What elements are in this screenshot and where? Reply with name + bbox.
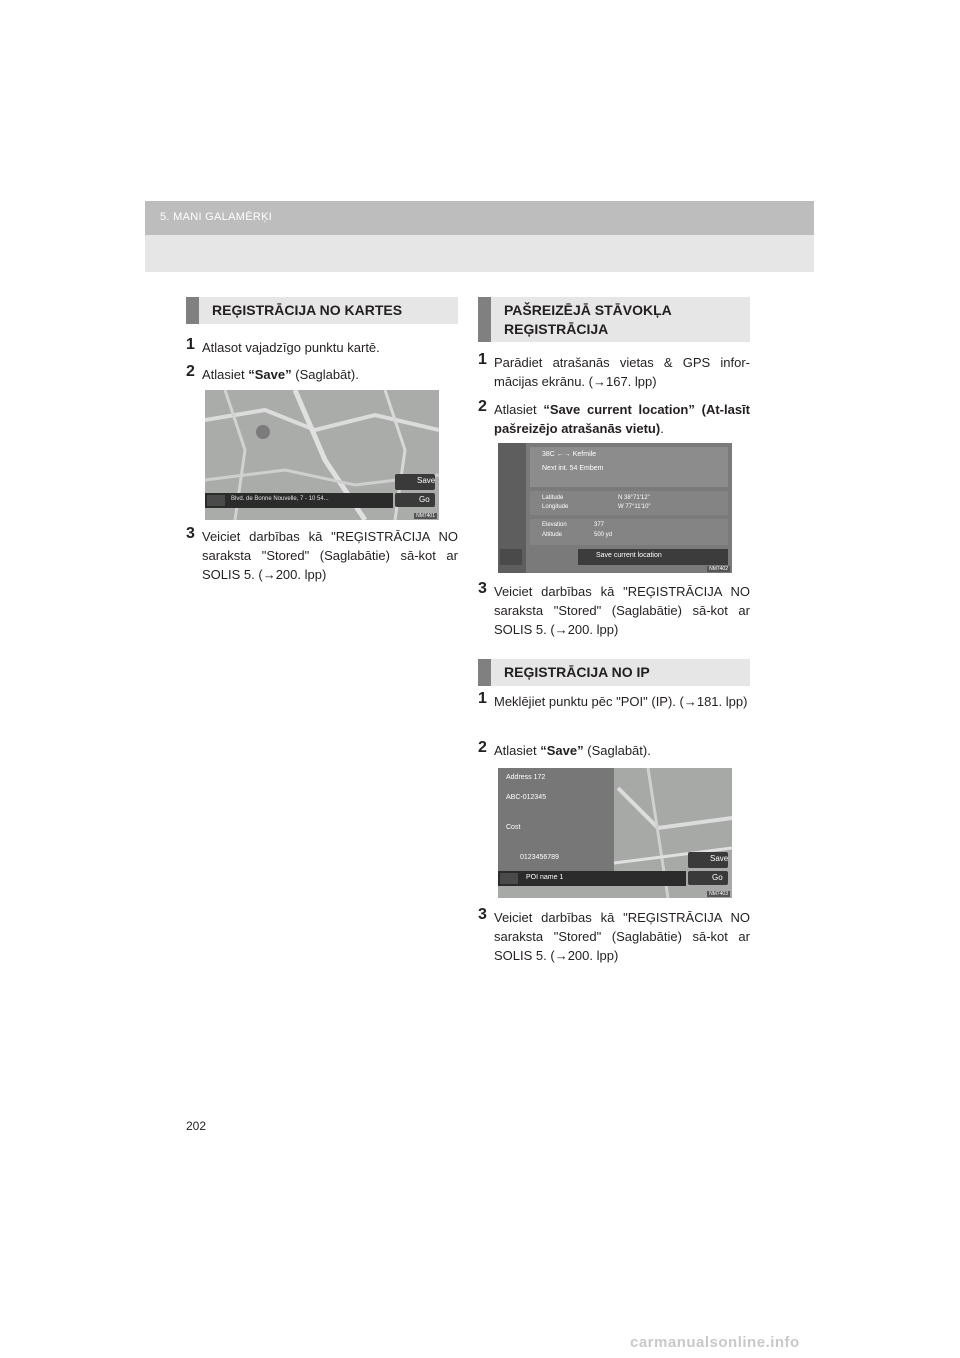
- step-text: Atlasiet “Save” (Saglabāt).: [494, 743, 651, 758]
- section-title-box: [186, 297, 458, 324]
- section-title-box: [478, 297, 750, 342]
- poi-phone: 0123456789: [520, 854, 559, 861]
- poi-city: Cost: [506, 824, 521, 831]
- altitude-value: 500 yd: [594, 532, 613, 538]
- altitude-label: Altitude: [542, 532, 563, 538]
- step-number: 2: [186, 363, 195, 380]
- step-3: [186, 527, 458, 584]
- save-button: Save: [710, 854, 729, 863]
- road-name: 38C ←→ Kefmile: [542, 451, 597, 458]
- section-title: REĢISTRĀCIJA NO IP: [504, 664, 650, 680]
- go-button: Go: [419, 495, 430, 504]
- header-band-lower: [145, 235, 814, 272]
- save-button: Save: [417, 476, 436, 485]
- poi-address: Address 172: [506, 774, 546, 781]
- step-number: 1: [186, 336, 195, 353]
- step-text: Parādiet atrašanās vietas & GPS infor-mācijas ekrānu. (→167. lpp): [494, 355, 750, 389]
- poi-name: POI name 1: [526, 874, 564, 881]
- step-2: [478, 400, 750, 438]
- step-text: Atlasiet “Save” (Saglabāt).: [202, 367, 359, 382]
- step-3: [478, 908, 750, 965]
- step-text: Veiciet darbības kā "REĢISTRĀCIJA NO saraksta "Stored" (Saglabātie) sā-kot ar SOLIS 5. (→200. lpp): [494, 584, 750, 637]
- gps-screenshot: [498, 443, 732, 573]
- image-id: NM7401: [416, 513, 435, 519]
- step-text: Atlasot vajadzīgo punktu kartē.: [202, 340, 380, 355]
- step-1: [478, 692, 750, 711]
- longitude-label: Longitude: [542, 504, 569, 510]
- step-text: Veiciet darbības kā "REĢISTRĀCIJA NO saraksta "Stored" (Saglabātie) sā-kot ar SOLIS 5. (→200. lpp): [494, 910, 750, 963]
- watermark: carmanualsonline.info: [630, 1334, 800, 1351]
- elevation-value: 377: [594, 522, 605, 528]
- step-number: 2: [478, 739, 487, 756]
- section-tab: [478, 297, 491, 342]
- step-number: 3: [478, 906, 487, 923]
- step-text: Meklējiet punktu pēc "POI" (IP). (→181. lpp): [494, 694, 748, 709]
- next-intersection: Next int. 54 Embem: [542, 465, 604, 472]
- poi-code: ABC-012345: [506, 794, 547, 801]
- latitude-label: Latitude: [542, 495, 564, 501]
- step-number: 1: [478, 351, 487, 368]
- section-title: PAŠREIZĒJĀ STĀVOKĻA REĢISTRĀCIJA: [504, 302, 672, 337]
- poi-screenshot: [498, 768, 732, 898]
- step-1: [478, 353, 750, 391]
- section-tab: [186, 297, 199, 324]
- step-2: [478, 741, 750, 760]
- step-text: Veiciet darbības kā "REĢISTRĀCIJA NO saraksta "Stored" (Saglabātie) sā-kot ar SOLIS 5. (→200. lpp): [202, 529, 458, 582]
- step-number: 1: [478, 690, 487, 707]
- section-title-box: [478, 659, 750, 686]
- map-screenshot: [205, 390, 439, 520]
- step-number: 2: [478, 398, 487, 415]
- save-current-location-button: Save current location: [596, 552, 662, 559]
- step-number: 3: [186, 525, 195, 542]
- page-number: 202: [186, 1119, 207, 1133]
- image-id: NM7403: [709, 891, 728, 897]
- elevation-label: Elevation: [542, 522, 567, 528]
- address-bar: Blvd. de Bonne Nouvelle, 7 - 10 54...: [231, 496, 329, 502]
- latitude-value: N 38°71'12": [618, 495, 650, 501]
- section-tab: [478, 659, 491, 686]
- longitude-value: W 77°11'10": [618, 504, 651, 510]
- step-3: [478, 582, 750, 639]
- step-1: [186, 338, 458, 357]
- chapter-title: 5. MANI GALAMĒRĶI: [160, 211, 273, 223]
- go-button: Go: [712, 873, 723, 882]
- step-text: Atlasiet “Save current location” (At-lasīt pašreizējo atrašanās vietu).: [494, 402, 750, 436]
- section-title: REĢISTRĀCIJA NO KARTES: [212, 302, 403, 318]
- step-number: 3: [478, 580, 487, 597]
- image-id: NM7402: [709, 566, 728, 572]
- step-2: [186, 365, 458, 384]
